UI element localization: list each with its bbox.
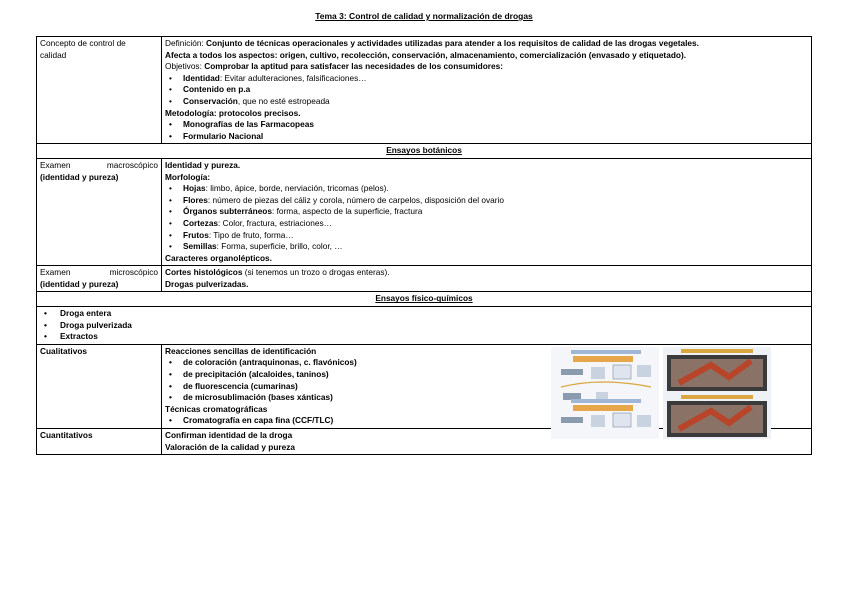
quality-control-table (36, 36, 812, 455)
cuantitativos-label: Cuantitativos (37, 429, 162, 455)
list-item: • de fluorescencia (cumarinas) (165, 381, 808, 393)
microscopico-label-2: (identidad y pureza) (40, 278, 119, 289)
list-item: • Órganos subterráneos: forma, aspecto de la superficie, fractura (165, 206, 808, 218)
list-item: • de microsublimación (bases xánticas) (165, 392, 808, 404)
cualitativos-label: Cualitativos (37, 344, 162, 428)
list-item: • de coloración (antraquinonas, c. flavónicos) (165, 357, 808, 369)
cortes-line: Cortes histológicos (si tenemos un trozo o drogas enteras). (165, 267, 390, 278)
list-item: • Contenido en p.a (165, 84, 808, 96)
cualitativos-content-cell (162, 344, 812, 428)
metodologia-list (165, 119, 808, 142)
tipos-cell (37, 307, 812, 345)
list-item: • de precipitación (alcaloides, taninos) (165, 369, 808, 381)
valoracion-line: Valoración de la calidad y pureza (165, 441, 296, 452)
page-title: Tema 3: Control de calidad y normalización de drogas (315, 11, 533, 21)
list-item: • Identidad: Evitar adulteraciones, falsificaciones… (165, 73, 808, 85)
microscopico-label-cell (37, 266, 162, 292)
concepto-content-cell (162, 37, 812, 144)
table-row-concepto (37, 37, 812, 144)
metodologia-line: Metodología: protocolos precisos. (165, 107, 301, 118)
section-header-botanicos (37, 144, 812, 159)
list-item: • Droga pulverizada (40, 320, 808, 332)
identification-diagram (551, 347, 771, 439)
list-item: • Frutos: Tipo de fruto, forma… (165, 230, 808, 242)
identidad-line: Identidad y pureza. (165, 159, 241, 170)
macroscopico-label-cell (37, 158, 162, 265)
objetivos-list (165, 73, 808, 108)
morfologia-list (165, 183, 808, 253)
table-row-tipos (37, 307, 812, 345)
confirman-line: Confirman identidad de la droga (165, 430, 293, 440)
afecta-line: Afecta a todos los aspectos: origen, cultivo, recolección, conservación, almacenamiento, comercialización (envasado y etiquetado). (165, 49, 687, 60)
concepto-label-2: calidad (40, 49, 67, 60)
tipos-list (40, 308, 808, 343)
table-row-macroscopico (37, 158, 812, 265)
microscopico-content-cell (162, 266, 812, 292)
reacciones-line: Reacciones sencillas de identificación (165, 345, 317, 356)
list-item: • Formulario Nacional (165, 131, 808, 143)
list-item: • Flores: número de piezas del cáliz y corola, número de carpelos, disposición del ovario (165, 195, 808, 207)
list-item: • Monografías de las Farmacopeas (165, 119, 808, 131)
identification-diagram-image (551, 347, 771, 439)
list-item: • Cortezas: Color, fractura, estriaciones… (165, 218, 808, 230)
tecnicas-line: Técnicas cromatográficas (165, 403, 268, 414)
caracteres-line: Caracteres organolépticos. (165, 252, 272, 263)
section-title-botanicos: Ensayos botánicos (37, 144, 812, 159)
section-header-fisico (37, 292, 812, 307)
list-item: • Extractos (40, 331, 808, 343)
macroscopico-content-cell (162, 158, 812, 265)
table-row-cualitativos (37, 344, 812, 428)
list-item: • Conservación, que no esté estropeada (165, 96, 808, 108)
table-row-microscopico (37, 266, 812, 292)
list-item: • Droga entera (40, 308, 808, 320)
microscopico-label: Examen microscópico (40, 267, 158, 278)
concepto-label-cell (37, 37, 162, 144)
list-item: • Cromatografía en capa fina (CCF/TLC) (165, 415, 808, 427)
definicion-line: Definición: Conjunto de técnicas operacionales y actividades utilizadas para atender a los requisitos de calidad de las drogas vegetales. (165, 38, 699, 48)
drogas-pulverizadas-line: Drogas pulverizadas. (165, 278, 249, 289)
section-title-fisico: Ensayos físico-químicos (37, 292, 812, 307)
macroscopico-label: Examen macroscópico (40, 159, 158, 170)
concepto-label: Concepto de control de (40, 38, 126, 48)
objetivos-line: Objetivos: Comprobar la aptitud para satisfacer las necesidades de los consumidores: (165, 61, 503, 72)
list-item: • Hojas: limbo, ápice, borde, nerviación, tricomas (pelos). (165, 183, 808, 195)
list-item: • Semillas: Forma, superficie, brillo, color, … (165, 241, 808, 253)
macroscopico-label-2: (identidad y pureza) (40, 171, 119, 182)
morfologia-line: Morfología: (165, 171, 211, 182)
